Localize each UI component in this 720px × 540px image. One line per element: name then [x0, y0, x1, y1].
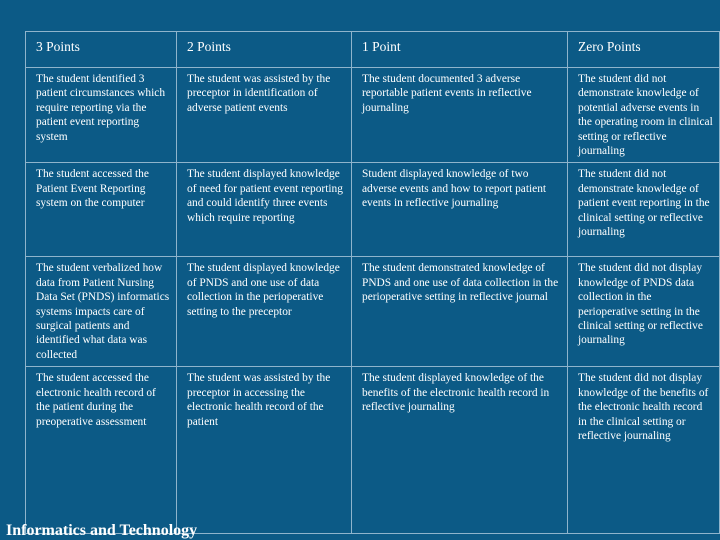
table-row	[26, 257, 720, 367]
header-2-points: 2 Points	[177, 32, 352, 68]
table-cell: The student displayed knowledge of the benefits of the electronic health record in reflective journaling	[352, 367, 568, 534]
table-row	[26, 163, 720, 257]
table-cell: The student documented 3 adverse reportable patient events in reflective journaling	[352, 68, 568, 163]
table-cell: The student was assisted by the preceptor in identification of adverse patient events	[177, 68, 352, 163]
header-zero-points: Zero Points	[568, 32, 720, 68]
table-cell: The student was assisted by the preceptor in accessing the electronic health record of the patient	[177, 367, 352, 534]
table-cell: The student accessed the Patient Event Reporting system on the computer	[26, 163, 177, 257]
rubric-table	[25, 31, 720, 534]
table-cell: The student demonstrated knowledge of PNDS and one use of data collection in the perioperative setting in reflective journal	[352, 257, 568, 367]
table-cell: The student displayed knowledge of PNDS and one use of data collection in the perioperative setting to the preceptor	[177, 257, 352, 367]
table-cell: The student did not display knowledge of the benefits of the electronic health record in the clinical setting or reflective journaling	[568, 367, 720, 534]
table-cell: The student did not demonstrate knowledge of potential adverse events in the operating room in clinical setting or reflective journaling	[568, 68, 720, 163]
table-cell: The student identified 3 patient circumstances which require reporting via the patient event reporting system	[26, 68, 177, 163]
table-cell: The student did not display knowledge of PNDS data collection in the perioperative setting in the clinical setting or reflective journaling	[568, 257, 720, 367]
table-cell: The student accessed the electronic health record of the patient during the preoperative assessment	[26, 367, 177, 534]
slide-title: Informatics and Technology	[6, 522, 198, 539]
table-cell: The student did not demonstrate knowledge of patient event reporting in the clinical setting or reflective journaling	[568, 163, 720, 257]
table-row	[26, 68, 720, 163]
table-cell: The student verbalized how data from Patient Nursing Data Set (PNDS) informatics systems impacts care of surgical patients and identified what data was collected	[26, 257, 177, 367]
table-row	[26, 367, 720, 534]
table-cell: The student displayed knowledge of need for patient event reporting and could identify three events which require reporting	[177, 163, 352, 257]
header-3-points: 3 Points	[26, 32, 177, 68]
header-1-point: 1 Point	[352, 32, 568, 68]
header-row	[26, 32, 720, 68]
table-cell: Student displayed knowledge of two adverse events and how to report patient events in reflective journaling	[352, 163, 568, 257]
